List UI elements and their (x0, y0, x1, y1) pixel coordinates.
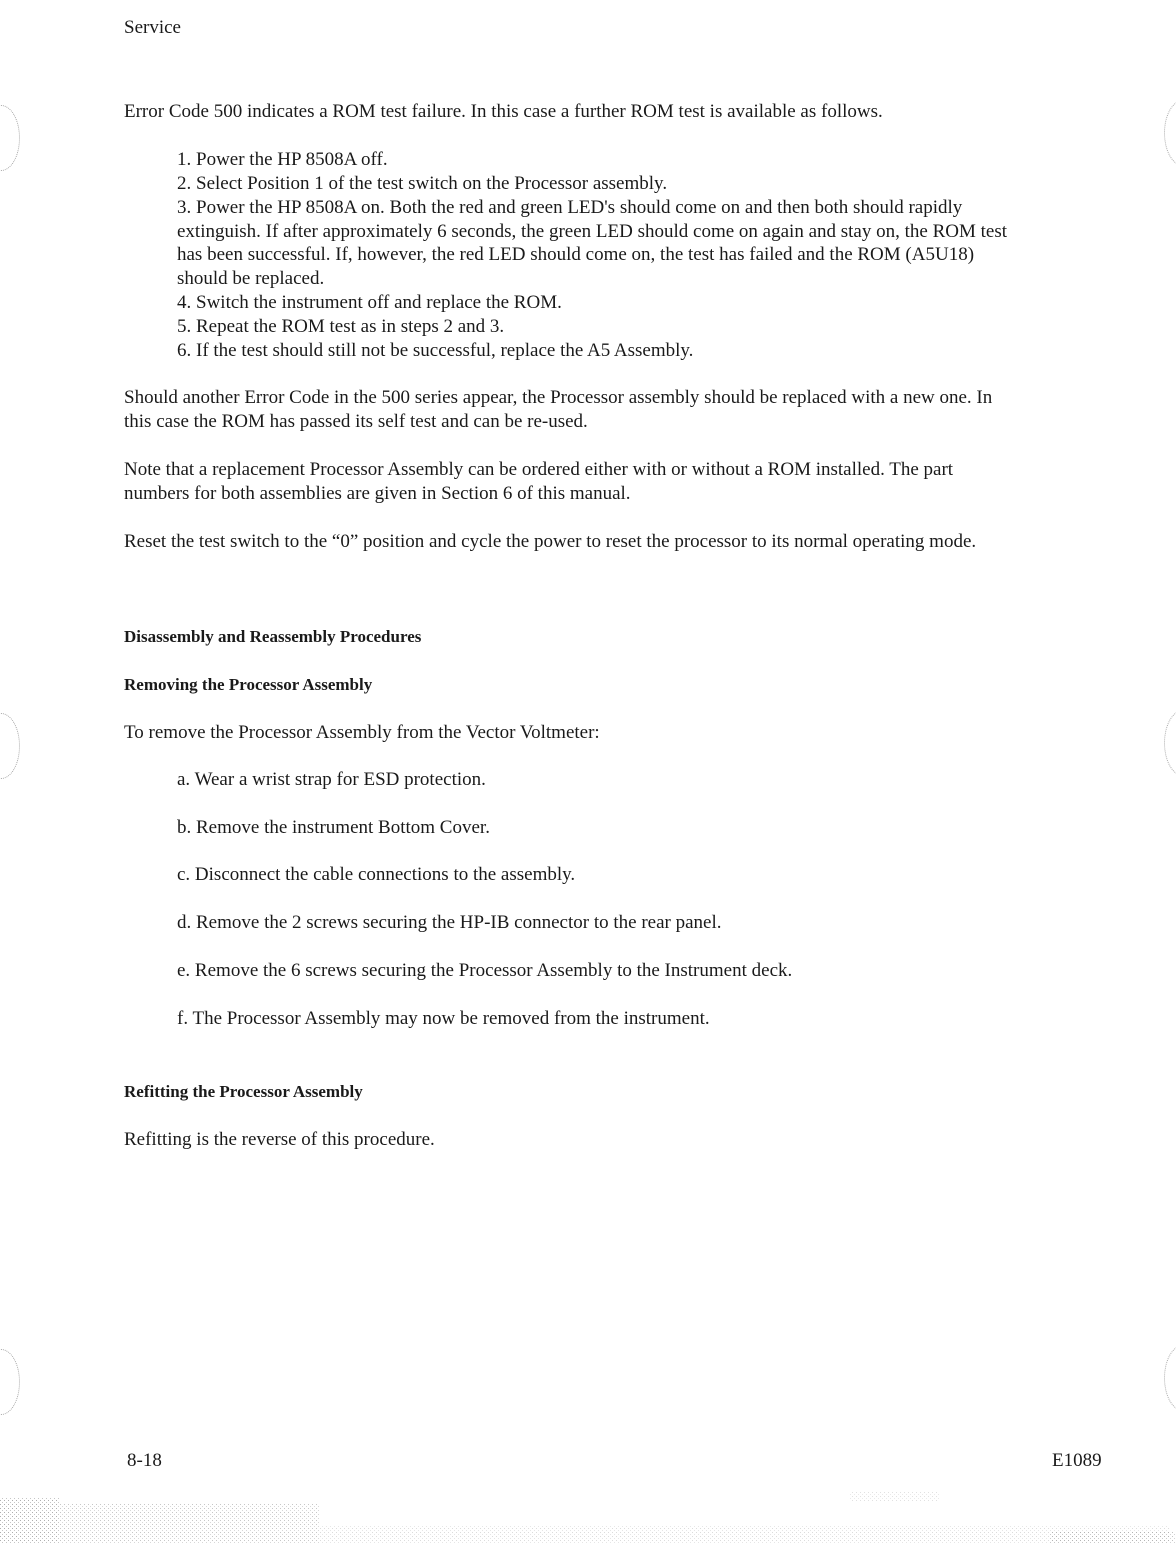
punch-hole-left-middle (0, 713, 20, 779)
punch-hole-right-top (1164, 100, 1176, 166)
rom-step-line: has been successful. If, however, the red LED should come on, the test has failed and the ROM (A5U18) (177, 244, 975, 265)
punch-hole-right-middle (1164, 710, 1176, 776)
rom-step-line: 2. Select Position 1 of the test switch on the Processor assembly. (177, 173, 668, 194)
replacement-note-paragraph-line: Note that a replacement Processor Assembly can be ordered either with or without a ROM installed. The part (124, 459, 954, 480)
subsection-heading: Refitting the Processor Assembly (124, 1082, 363, 1101)
rom-step-line: 5. Repeat the ROM test as in steps 2 and 3. (177, 316, 505, 337)
removal-step: f. The Processor Assembly may now be removed from the instrument. (177, 1008, 710, 1029)
scan-noise-bottom (0, 1492, 1176, 1544)
removal-step: e. Remove the 6 screws securing the Processor Assembly to the Instrument deck. (177, 960, 793, 981)
rom-step-line: 1. Power the HP 8508A off. (177, 149, 388, 170)
rom-step-line: extinguish. If after approximately 6 seconds, the green LED should come on again and stay on, the ROM test (177, 221, 1007, 242)
rom-step-line: 6. If the test should still not be successful, replace the A5 Assembly. (177, 340, 694, 361)
error-500-series-paragraph-line: Should another Error Code in the 500 series appear, the Processor assembly should be replaced with a new one. In (124, 387, 993, 408)
rom-step-line: 4. Switch the instrument off and replace the ROM. (177, 292, 562, 313)
reset-note-paragraph: Reset the test switch to the “0” position and cycle the power to reset the processor to its normal operating mode. (124, 531, 977, 552)
removal-step: c. Disconnect the cable connections to the assembly. (177, 864, 576, 885)
rom-step-line: 3. Power the HP 8508A on. Both the red and green LED's should come on and then both should rapidly (177, 197, 963, 218)
subsection-heading: Removing the Processor Assembly (124, 675, 373, 694)
removal-step: a. Wear a wrist strap for ESD protection. (177, 769, 486, 790)
replacement-note-paragraph-line: numbers for both assemblies are given in Section 6 of this manual. (124, 483, 631, 504)
document-code: E1089 (1052, 1450, 1102, 1471)
intro-paragraph: Error Code 500 indicates a ROM test failure. In this case a further ROM test is available as follows. (124, 101, 883, 122)
refitting-text: Refitting is the reverse of this procedure. (124, 1129, 435, 1150)
section-header: Service (124, 17, 181, 38)
rom-step-line: should be replaced. (177, 268, 325, 289)
removing-intro: To remove the Processor Assembly from the Vector Voltmeter: (124, 722, 600, 743)
punch-hole-left-bottom (0, 1349, 20, 1415)
section-heading: Disassembly and Reassembly Procedures (124, 627, 422, 646)
punch-hole-right-bottom (1164, 1345, 1176, 1411)
removal-step: b. Remove the instrument Bottom Cover. (177, 817, 490, 838)
removal-step: d. Remove the 2 screws securing the HP-IB connector to the rear panel. (177, 912, 722, 933)
error-500-series-paragraph-line: this case the ROM has passed its self test and can be re-used. (124, 411, 588, 432)
page-number: 8-18 (127, 1450, 162, 1471)
punch-hole-left-top (0, 105, 20, 171)
